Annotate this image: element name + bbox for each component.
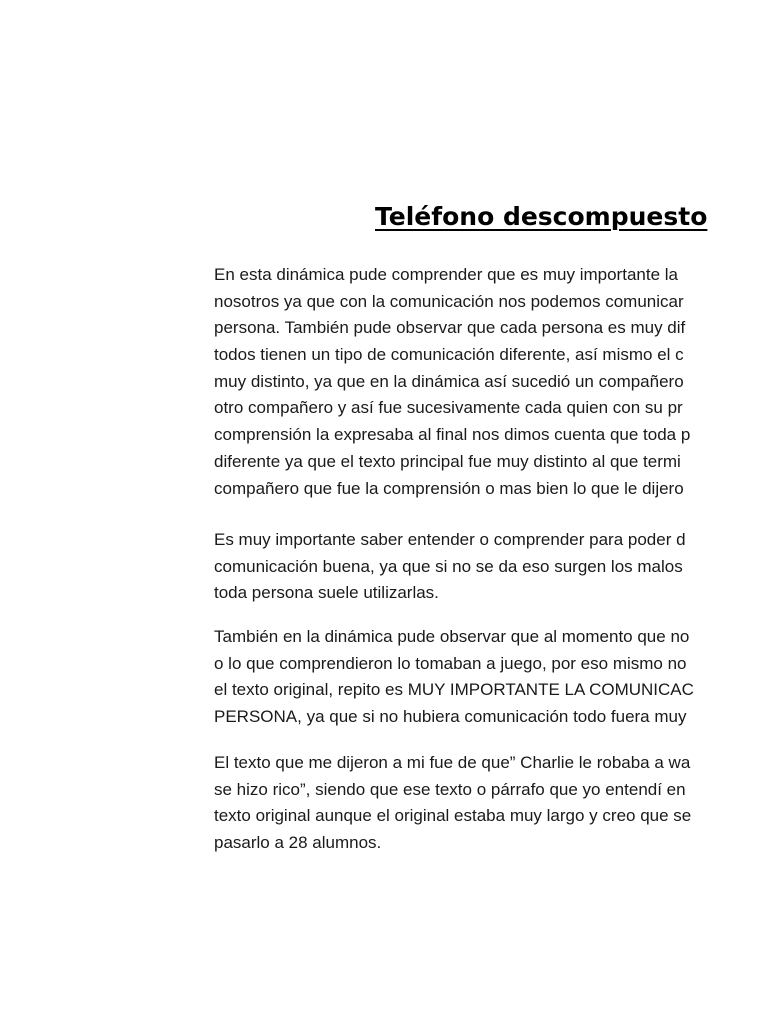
paragraph-line: persona. También pude observar que cada persona es muy dif	[214, 318, 686, 338]
paragraph-line: otro compañero y así fue sucesivamente cada quien con su pr	[214, 398, 683, 418]
paragraph-line: texto original aunque el original estaba muy largo y creo que se	[214, 806, 692, 826]
paragraph-line: muy distinto, ya que en la dinámica así sucedió un compañero	[214, 371, 684, 391]
document-title: Teléfono descompuesto	[375, 202, 708, 231]
paragraph-4	[214, 750, 691, 857]
paragraph-1	[214, 262, 690, 502]
paragraph-line: compañero que fue la comprensión o mas bien lo que le dijero	[214, 478, 684, 498]
paragraph-line: nosotros ya que con la comunicación nos podemos comunicar	[214, 291, 684, 311]
paragraph-line: toda persona suele utilizarlas.	[214, 583, 439, 603]
paragraph-2	[214, 527, 686, 607]
paragraph-line: el texto original, repito es MUY IMPORTANTE LA COMUNICAC	[214, 680, 694, 700]
paragraph-line: diferente ya que el texto principal fue muy distinto al que termi	[214, 451, 681, 471]
paragraph-line: comprensión la expresaba al final nos dimos cuenta que toda p	[214, 425, 691, 445]
paragraph-line: comunicación buena, ya que si no se da eso surgen los malos	[214, 556, 683, 576]
paragraph-line: El texto que me dijeron a mi fue de que” Charlie le robaba a wa	[214, 753, 691, 772]
paragraph-line: También en la dinámica pude observar que al momento que no	[214, 627, 690, 646]
paragraph-line: se hizo rico”, siendo que ese texto o párrafo que yo entendí en	[214, 779, 686, 799]
paragraph-3	[214, 624, 694, 731]
paragraph-line: Es muy importante saber entender o comprender para poder d	[214, 530, 686, 549]
paragraph-line: PERSONA, ya que si no hubiera comunicación todo fuera muy	[214, 707, 687, 727]
paragraph-line: pasarlo a 28 alumnos.	[214, 833, 382, 853]
paragraph-line: En esta dinámica pude comprender que es muy importante la	[214, 265, 678, 284]
paragraph-line: o lo que comprendieron lo tomaban a juego, por eso mismo no	[214, 653, 687, 673]
paragraph-line: todos tienen un tipo de comunicación diferente, así mismo el c	[214, 345, 684, 365]
